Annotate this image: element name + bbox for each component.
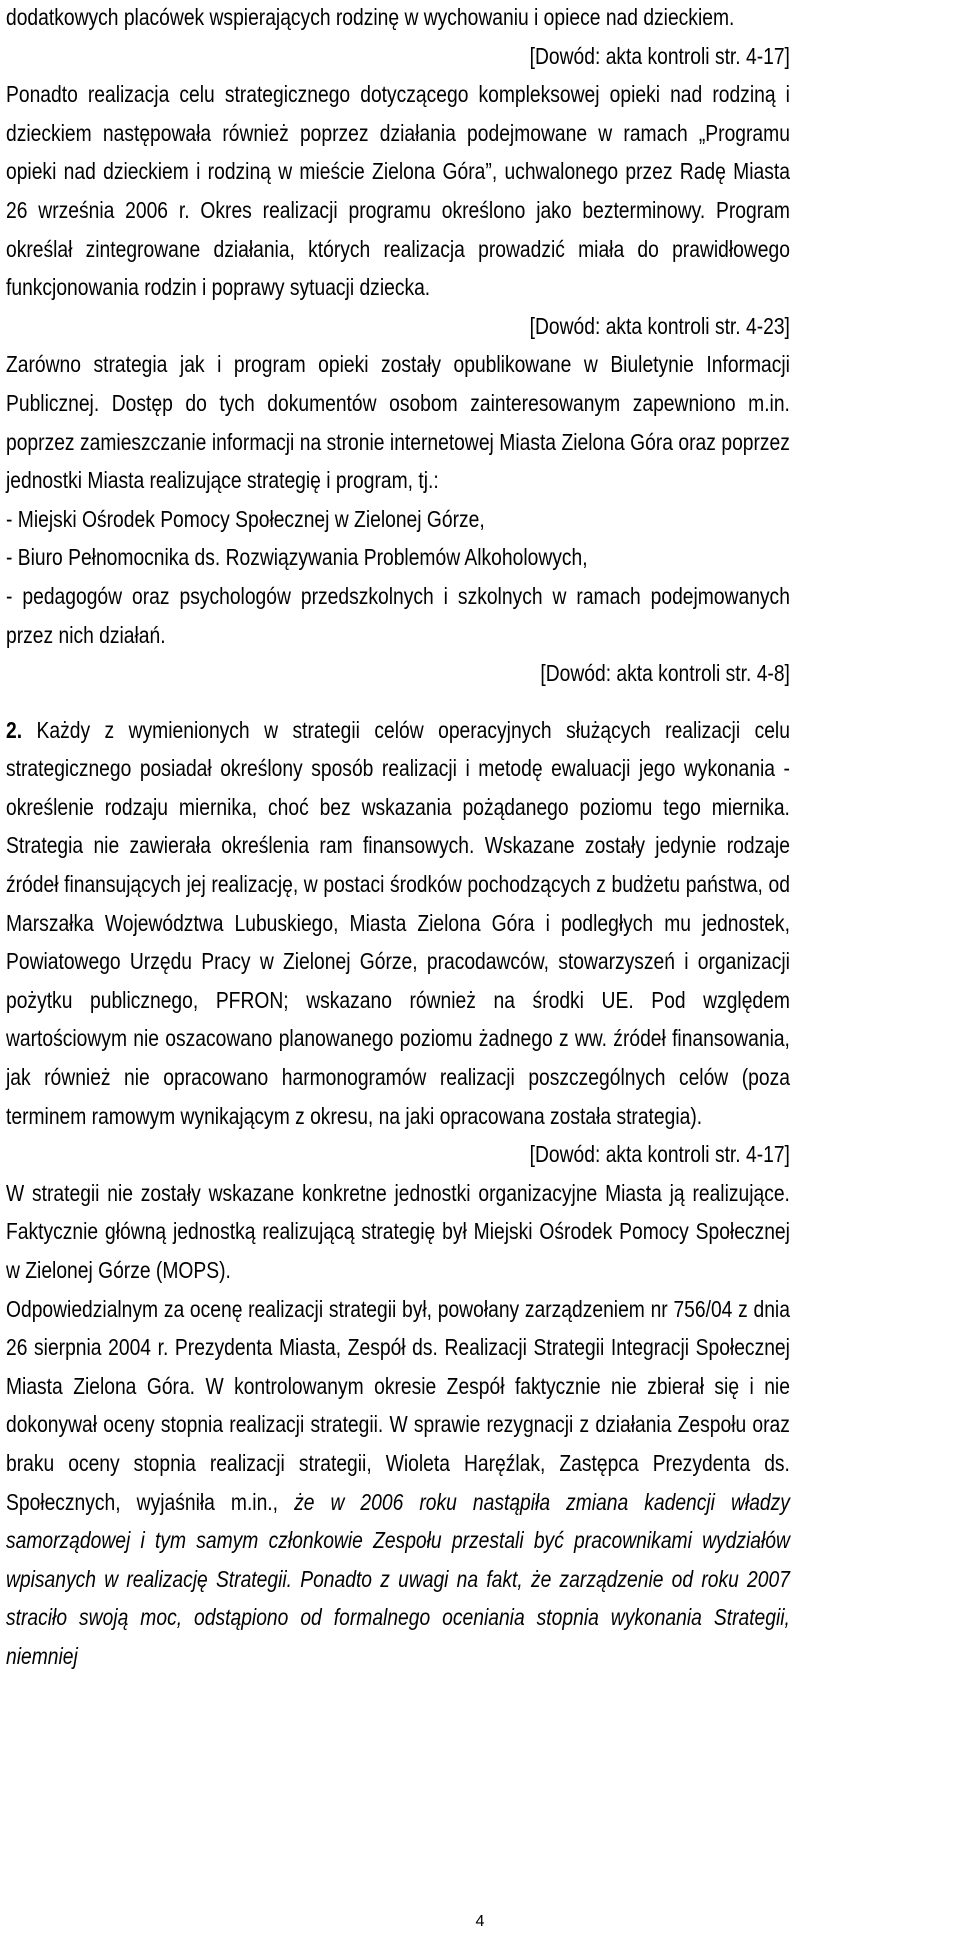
- evidence-reference: [Dowód: akta kontroli str. 4-17]: [529, 1141, 790, 1168]
- quoted-explanation: że w 2006 roku nastąpiła zmiana kadencji władzy samorządowej i tym samym członkowie Zespołu przestali być pracownikami wydziałów wpisanych w realizację Strategii. Ponadto z uwagi na fakt, że zarządzenie od roku 2007 straciło swoją moc, odstąpiono od formalnego oceniania stopnia wykonania Strategii, niemniej: [6, 1488, 790, 1669]
- paragraph-point-2-text: Każdy z wymienionych w strategii celów operacyjnych służących realizacji celu strategicznego posiadał określony sposób realizacji i metodę ewaluacji jego wykonania - określenie rodzaju miernika, choć bez wskazania pożądanego poziomu tego miernika. Strategia nie zawierała określenia ram finansowych. Wskazane zostały jedynie rodzaje źródeł finansujących jej realizację, w postaci środków pochodzących z budżetu państwa, od Marszałka Województwa Lubuskiego, Miasta Zielona Góra i podległych mu jednostek, Powiatowego Urzędu Pracy w Zielonej Górze, pracodawców, stowarzyszeń i organizacji pożytku publicznego, PFRON; wskazano również na środki UE. Pod względem wartościowym nie oszacowano planowanego poziomu żadnego z ww. źródeł finansowania, jak również nie opracowano harmonogramów realizacji poszczególnych celów (poza terminem ramowym wynikającym z okresu, na jaki opracowana została strategia).: [6, 716, 790, 1129]
- list-item: - pedagogów oraz psychologów przedszkolnych i szkolnych w ramach podejmowanych przez nich działań.: [6, 582, 790, 648]
- paragraph-point-2: [6, 711, 790, 1136]
- list-item: - Biuro Pełnomocnika ds. Rozwiązywania Problemów Alkoholowych,: [6, 544, 588, 571]
- paragraph-program: Ponadto realizacja celu strategicznego dotyczącego kompleksowej opieki nad rodziną i dzieckiem następowała również poprzez działania podejmowane w ramach „Programu opieki nad dzieckiem i rodziną w mieście Zielona Góra”, uchwalonego przez Radę Miasta 26 września 2006 r. Okres realizacji programu określono jako bezterminowy. Program określał zintegrowane działania, których realizacja prowadzić miała do prawidłowego funkcjonowania rodzin i poprawy sytuacji dziecka.: [6, 81, 790, 301]
- paragraph-team-text: Odpowiedzialnym za ocenę realizacji strategii był, powołany zarządzeniem nr 756/04 z dnia 26 sierpnia 2004 r. Prezydenta Miasta, Zespół ds. Realizacji Strategii Integracji Społecznej Miasta Zielona Góra. W kontrolowanym okresie Zespół faktycznie nie zbierał się i nie dokonywał oceny stopnia realizacji strategii. W sprawie rezygnacji z działania Zespołu oraz braku oceny stopnia realizacji strategii, Wioleta Haręźlak, Zastępca Prezydenta ds. Społecznych, wyjaśniła m.in.,: [6, 1295, 790, 1515]
- list-item: - Miejski Ośrodek Pomocy Społecznej w Zielonej Górze,: [6, 505, 485, 532]
- paragraph-publication: Zarówno strategia jak i program opieki zostały opublikowane w Biuletynie Informacji Publicznej. Dostęp do tych dokumentów osobom zainteresowanym zapewniono m.in. poprzez zamieszczanie informacji na stronie internetowej Miasta Zielona Góra oraz poprzez jednostki Miasta realizujące strategię i program, tj.:: [6, 351, 790, 494]
- paragraph-team: [6, 1290, 790, 1676]
- document-body: [6, 0, 790, 1676]
- page-number: 4: [475, 1913, 485, 1930]
- evidence-reference: [Dowód: akta kontroli str. 4-23]: [529, 312, 790, 339]
- evidence-reference: [Dowód: akta kontroli str. 4-8]: [540, 660, 790, 687]
- evidence-reference: [Dowód: akta kontroli str. 4-17]: [529, 42, 790, 69]
- paragraph-intro: dodatkowych placówek wspierających rodzinę w wychowaniu i opiece nad dzieckiem.: [6, 4, 735, 30]
- section-number: 2.: [6, 716, 23, 743]
- paragraph-units: W strategii nie zostały wskazane konkretne jednostki organizacyjne Miasta ją realizujące. Faktycznie główną jednostką realizującą strategię był Miejski Ośrodek Pomocy Społecznej w Zielonej Górze (MOPS).: [6, 1179, 790, 1283]
